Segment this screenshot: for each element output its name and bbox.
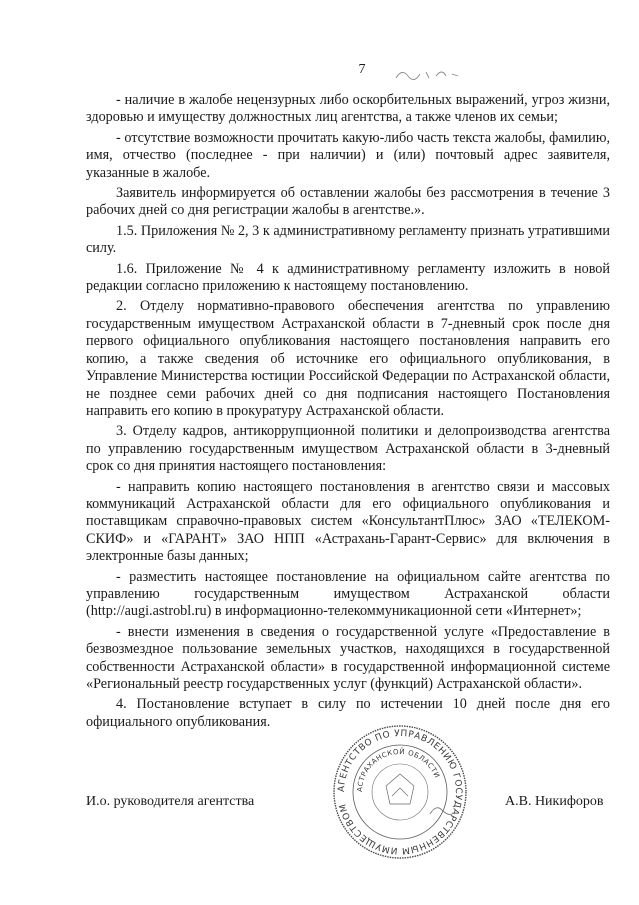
official-seal [330, 722, 470, 862]
paragraph: 4. Постановление вступает в силу по истечении 10 дней после дня его официального опубликования. [86, 696, 610, 730]
paragraph: 1.6. Приложение № 4 к административному регламенту изложить в новой редакции согласно приложению к настоящему постановлению. [86, 260, 610, 295]
paragraph: - разместить настоящее постановление на официальном сайте агентства по управлению государственным имуществом Астраханской области (http://augi.astrobl.ru) в информационно-телекоммуникационной сети «Интернет»; [86, 568, 610, 620]
paragraph: - отсутствие возможности прочитать какую-либо часть текста жалобы, фамилию, имя, отчество (последнее - при наличии) и (или) почтовый адрес заявителя, указанные в жалобе. [86, 129, 610, 181]
svg-text:АГЕНТСТВО ПО УПРАВЛЕНИЮ ГОСУДА [337, 729, 463, 855]
seal-inner-text: АСТРАХАНСКОЙ ОБЛАСТИ [355, 747, 442, 793]
paragraph: - внести изменения в сведения о государственной услуге «Предоставление в безвозмездное пользование земельных участков, находящихся в государственной собственности Астраханской области» в государственной информационной системе «Региональный реестр государственных услуг (функций) Астраханской области». [86, 623, 610, 692]
signature-position: И.о. руководителя агентства [86, 794, 255, 809]
page-number: 7 [358, 62, 366, 77]
svg-text:АСТРАХАНСКОЙ ОБЛАСТИ [356, 747, 441, 792]
paragraph: Заявитель информируется об оставлении жалобы без рассмотрения в течение 3 рабочих дней со дня регистрации жалобы в агентстве.». [86, 185, 610, 219]
document-body [86, 92, 610, 731]
signature-name: А.В. Никифоров [505, 794, 604, 809]
paragraph: 3. Отделу кадров, антикоррупционной политики и делопроизводства агентства по управлению государственным имуществом Астраханской области в 3-дневный срок со дня принятия настоящего постановления: [86, 423, 610, 475]
seal-outer-text: АГЕНТСТВО ПО УПРАВЛЕНИЮ ГОСУДАРСТВЕННЫМ ИМУЩЕСТВОМ [336, 728, 464, 856]
handwritten-mark [392, 64, 472, 86]
paragraph: 1.5. Приложения № 2, 3 к административному регламенту признать утратившими силу. [86, 222, 610, 257]
paragraph: - направить копию настоящего постановления в агентство связи и массовых коммуникаций Астраханской области для его официального опубликования и поставщикам справочно-правовых систем «КонсультантПлюс» ЗАО «ТЕЛЕКОМ-СКИФ» и «ГАРАНТ» ЗАО НПП «Астрахань-Гарант-Сервис» для включения в электронные базы данных; [86, 478, 610, 565]
paragraph: - наличие в жалобе нецензурных либо оскорбительных выражений, угроз жизни, здоровью и имуществу должностных лиц агентства, а также членов их семьи; [86, 92, 610, 126]
paragraph: 2. Отделу нормативно-правового обеспечения агентства по управлению государственным имуществом Астраханской области в 7-дневный срок после дня первого официального опубликования настоящего постановления направить его копию, а также сведения об источнике его официального опубликования, в Управление Министерства юстиции Российской Федерации по Астраханской области, не позднее семи рабочих дней со дня подписания настоящего Постановления направить его копию в прокуратуру Астраханской области. [86, 298, 610, 419]
